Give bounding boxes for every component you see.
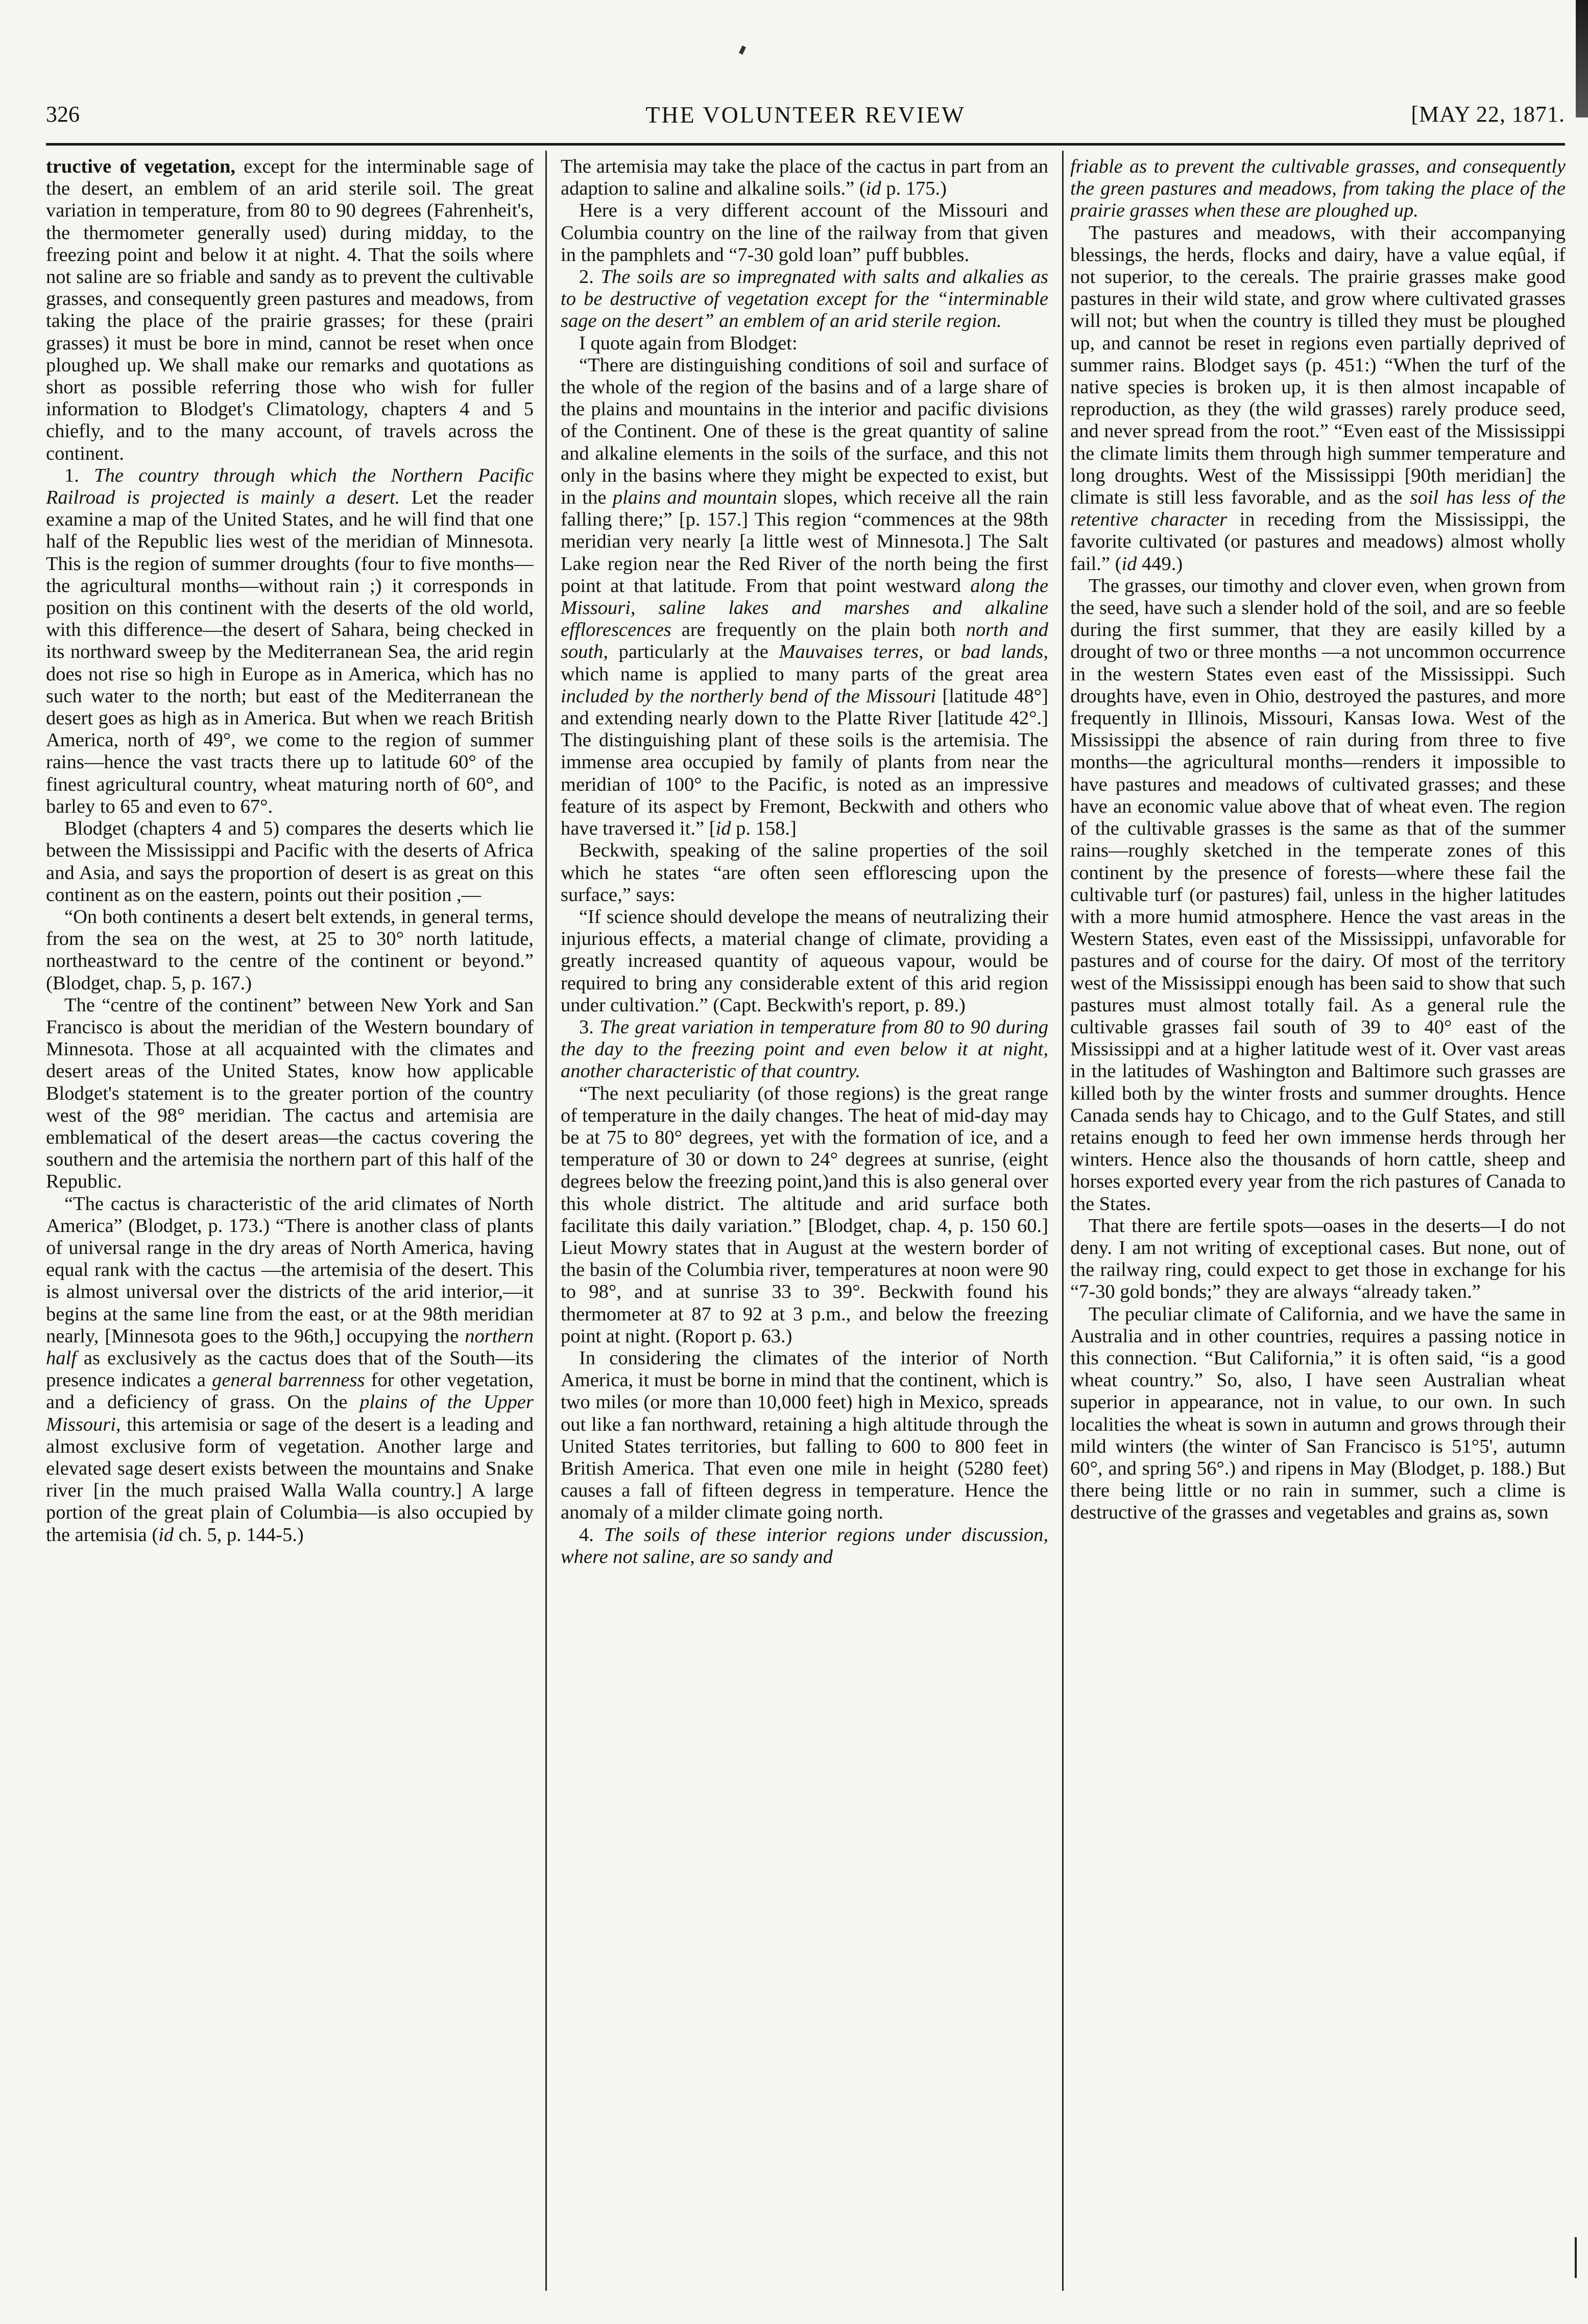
paragraph: Here is a very different account of the Missouri and Columbia country on the line of the railway from that given in the pamphlets and “7-30 gold loan” puff bubbles. [561,200,1048,266]
paragraph: 3. The great variation in temperature from 80 to 90 during the day to the freezing point and even below it at night, another characteristic of that country. [561,1016,1048,1082]
paragraph: “The cactus is characteristic of the arid climates of North America” (Blodget, p. 173.) “There is another class of plants of universal range in the dry areas of North America, having equal rank with the cactus —the artemisia of the desert. This is almost universal over the districts of the arid interior,—it begins at the same line from the east, or at the 98th meridian nearly, [Minnesota goes to the 96th,] occupying the northern half as exclusively as the cactus does that of the South—its presence indicates a general barrenness for other vegetation, and a deficiency of grass. On the plains of the Upper Missouri, this artemisia or sage of the desert is a leading and almost exclusive form of vegetation. Another large and elevated sage desert exists between the mountains and Snake river [in the much praised Walla Walla country.] A large portion of the great plain of Columbia—is also occupied by the artemisia (id ch. 5, p. 144-5.) [46,1193,534,1546]
paragraph: 2. The soils are so impregnated with salts and alkalies as to be destructive of vegetation except for the “interminable sage on the desert” an emblem of an arid sterile region. [561,266,1048,332]
paragraph: “If science should develope the means of neutralizing their injurious effects, a material change of climate, providing a greatly increased quantity of aqueous vapour, would be required to bring any considerable extent of this arid region under cultivation.” (Capt. Beckwith's report, p. 89.) [561,906,1048,1016]
issue-date: [MAY 22, 1871. [1411,102,1565,127]
ink-tick-mark [739,45,746,55]
column-rule-1 [545,151,547,2291]
page-edge-mark [1575,2237,1584,2278]
paragraph: The peculiar climate of California, and we have the same in Australia and in other countries, requires a passing notice in this connection. “But California,” it is often said, “is a good wheat country.” So, also, I have seen Australian wheat superior in appearance, not in value, to our own. In such localities the wheat is sown in autumn and grows through their mild winters (the winter of San Francisco is 51°5', autumn 60°, and spring 56°.) and ripens in May (Blodget, p. 188.) But there being little or no rain in summer, such a clime is destructive of the grasses and vegetables and grains as, sown [1070,1303,1566,1524]
column-rule-2 [1062,151,1064,2291]
text-column-1 [46,156,534,2286]
paragraph: “There are distinguishing conditions of soil and surface of the whole of the region of the basins and of a large share of the plains and mountains in the interior and pacific divisions of the Continent. One of these is the great quantity of saline and alkaline elements in the soils of the surface, and this not only in the basins where they might be expected to exist, but in the plains and mountain slopes, which receive all the rain falling there;” [p. 157.] This region “commences at the 98th meridian very nearly [a little west of Minnesota.] The Salt Lake region near the Red River of the north being the first point at that latitude. From that point westward along the Missouri, saline lakes and marshes and alkaline efflorescences are frequently on the plain both north and south, particularly at the Mauvaises terres, or bad lands, which name is applied to many parts of the great area included by the northerly bend of the Missouri [latitude 48°] and extending nearly down to the Platte River [latitude 42°.] The distinguishing plant of these soils is the artemisia. The immense area occupied by family of plants from near the meridian of 100° to the Pacific, is noted as an impressive feature of its aspect by Fremont, Beckwith and others who have traversed it.” [id p. 158.] [561,354,1048,840]
paragraph: In considering the climates of the interior of North America, it must be borne in mind that the continent, which is two miles (or more than 10,000 feet) high in Mexico, spreads out like a fan northward, retaining a high altitude through the United States territories, but falling to 600 to 800 feet in British America. That even one mile in height (5280 feet) causes a fall of fifteen degress in temperature. Hence the anomaly of a milder climate going north. [561,1347,1048,1524]
running-header [46,101,1565,137]
paragraph: The grasses, our timothy and clover even, when grown from the seed, have such a slender hold of the soil, and are so feeble during the first summer, that they are easily killed by a drought of two or three months —a not uncommon occurrence in the western States even east of the Mississippi. Such droughts have, even in Ohio, destroyed the pastures, and more frequently in Illinois, Missouri, Kansas Iowa. West of the Mississippi the absence of rain during from three to five months—the agricultural months—renders it impossible to have pastures and meadows of cultivated grasses; and these have an economic value above that of wheat even. The region of the cultivable grasses is the same as that of the summer rains—roughly sketched in the temperate zones of this continent by the presence of forests—where these fail the cultivable turf (or pastures) fail, unless in the higher latitudes with a more humid atmosphere. Hence the vast areas in the Western States, even east of the Mississippi, unfavorable for pastures and of course for the dairy. Of most of the territory west of the Mississippi enough has been said to show that such pastures must almost totally fail. As a general rule the cultivable grasses fail south of 39 to 40° east of the Mississippi and at a higher latitude west of it. Over vast areas in the latitudes of Washington and Baltimore such grasses are killed both by the winter frosts and summer droughts. Hence Canada sends hay to Chicago, and to the Gulf States, and still retains enough to feed her own immense herds through her winters. Hence also the thousands of horn cattle, sheep and horses exported every year from the rich pastures of Canada to the States. [1070,575,1566,1215]
header-rule [46,143,1565,146]
paragraph: That there are fertile spots—oases in the deserts—I do not deny. I am not writing of exceptional cases. But none, out of the railway ring, could expect to get those in exchange for his “7-30 gold bonds;” they are always “already taken.” [1070,1215,1566,1303]
text-column-3 [1070,156,1566,2286]
paragraph: The “centre of the continent” between New York and San Francisco is about the meridian of the Western boundary of Minnesota. Those at all acquainted with the climates and desert areas of the United States, know how applicable Blodget's statement is to the greater portion of the country west of the 98° meridian. The cactus and artemisia are emblematical of the desert areas—the cactus covering the southern and the artemisia the northern part of this half of the Republic. [46,994,534,1193]
paragraph: tructive of vegetation, except for the interminable sage of the desert, an emblem of an arid sterile soil. The great variation in temperature, from 80 to 90 degrees (Fahrenheit's, the thermometer generally used) during midday, to the freezing point and below it at night. 4. That the soils where not saline are so friable and sandy as to prevent the cultivable grasses, and consequently green pastures and meadows, from taking the place of the prairie grasses; for these (prairi grasses) it must be bore in mind, cannot be reset when once ploughed up. We shall make our remarks and quotations as short as possible referring those who wish for fuller information to Blodget's Climatology, chapters 4 and 5 chiefly, and to the many account, of travels across the continent. [46,156,534,464]
paragraph: Beckwith, speaking of the saline properties of the soil which he states “are often seen efflorescing upon the surface,” says: [561,840,1048,906]
page-edge-shadow [1576,0,1588,117]
paragraph: The pastures and meadows, with their accompanying blessings, the herds, flocks and dairy, have a value eqûal, if not superior, to the cereals. The prairie grasses make good pastures in their wild state, and grow where cultivated grasses will not; but when the country is tilled they must be ploughed up, and cannot be reset in regions even partially deprived of summer rains. Blodget says (p. 451:) “When the turf of the native species is broken up, it is then almost incapable of reproduction, as they (the wild grasses) rarely produce seed, and never spread from the root.” “Even east of the Mississippi the climate limits them through high summer temperature and long droughts. West of the Mississippi [90th meridian] the climate is still less favorable, and as the soil has less of the retentive character in receding from the Mississippi, the favorite cultivated (or pastures and meadows) almost wholly fail.” (id 449.) [1070,222,1566,575]
paragraph: Blodget (chapters 4 and 5) compares the deserts which lie between the Mississippi and Pacific with the deserts of Africa and Asia, and says the proportion of desert is as great on this continent as on the eastern, points out their position ,— [46,818,534,906]
paragraph: 1. The country through which the Northern Pacific Railroad is projected is mainly a desert. Let the reader examine a map of the United States, and he will find that one half of the Republic lies west of the meridian of Minnesota. This is the region of summer droughts (four to five months—the agricultural months—without rain ;) it corresponds in position on this continent with the deserts of the old world, with this difference—the desert of Sahara, being checked in its northward sweep by the Mediterranean Sea, the arid regin does not rise so high in Europe as in America, which has no such water to the north; but east of the Mediterranean the desert goes as high as in America. But when we reach British America, north of 49°, we come to the region of summer rains—hence the vast tracts there up to latitude 60° of the finest agricultural country, wheat maturing north of 60°, and barley to 65 and even to 67°. [46,464,534,817]
publication-title: THE VOLUNTEER REVIEW [645,102,966,128]
paragraph: 4. The soils of these interior regions under discussion, where not saline, are so sandy and [561,1524,1048,1568]
paragraph: I quote again from Blodget: [579,332,798,354]
paragraph: friable as to prevent the cultivable grasses, and consequently the green pastures and meadows, from taking the place of the prairie grasses when these are ploughed up. [1070,156,1566,222]
text-column-2 [561,156,1048,2286]
paragraph: “The next peculiarity (of those regions) is the great range of temperature in the daily changes. The heat of mid-day may be at 75 to 80° degrees, yet with the formation of ice, and a temperature of 30 or down to 24° degrees at sunrise, (eight degrees below the freezing point,)and this is also general over this whole district. The altitude and arid surface both facilitate this daily variation.” [Blodget, chap. 4, p. 150 60.] Lieut Mowry states that in August at the western border of the basin of the Columbia river, temperatures at noon were 90 to 98°, and at sunrise 33 to 39°. Beckwith found his thermometer at 87 to 92 at 3 p.m., and below the freezing point at night. (Roport p. 63.) [561,1082,1048,1347]
page-number: 326 [46,102,80,127]
paragraph: The artemisia may take the place of the cactus in part from an adaption to saline and alkaline soils.” (id p. 175.) [561,156,1048,200]
paragraph: “On both continents a desert belt extends, in general terms, from the sea on the west, at 25 to 30° north latitude, northeastward to the centre of the continent or beyond.” (Blodget, chap. 5, p. 167.) [46,906,534,994]
